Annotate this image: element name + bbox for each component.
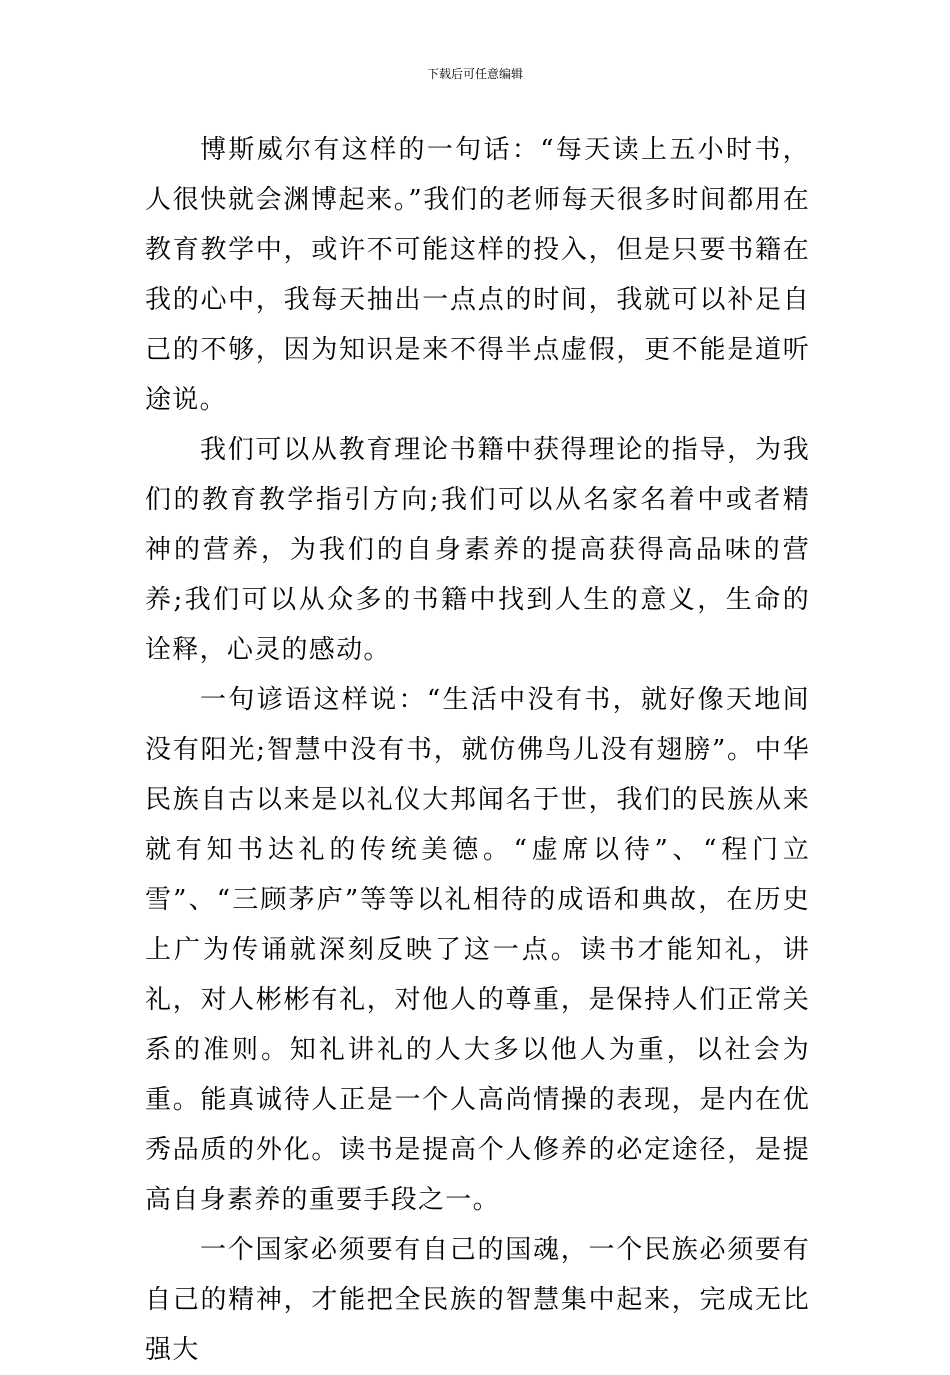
paragraph-2: 我们可以从教育理论书籍中获得理论的指导，为我们的教育教学指引方向;我们可以从名家名着中或者精神的营养，为我们的自身素养的提高获得高品味的营养;我们可以从众多的书籍中找到人生的意义，生命的诠释，心灵的感动。 [145, 435, 810, 665]
page-header: 下载后可任意编辑 [426, 67, 523, 81]
paragraph-1: 博斯威尔有这样的一句话：“每天读上五小时书，人很快就会渊博起来。”我们的老师每天很多时间都用在教育教学中，或许不可能这样的投入，但是只要书籍在我的心中，我每天抽出一点点的时间，我就可以补足自己的不够，因为知识是来不得半点虚假，更不能是道听途说。 [145, 135, 810, 415]
document-body [145, 125, 810, 1375]
paragraph-4: 一个国家必须要有自己的国魂，一个民族必须要有自己的精神，才能把全民族的智慧集中起来，完成无比强大 [145, 1235, 810, 1365]
paragraph-3: 一句谚语这样说：“生活中没有书，就好像天地间没有阳光;智慧中没有书，就仿佛鸟儿没有翅膀”。中华民族自古以来是以礼仪大邦闻名于世，我们的民族从来就有知书达礼的传统美德。“虚席以待”、“程门立雪”、“三顾茅庐”等等以礼相待的成语和典故，在历史上广为传诵就深刻反映了这一点。读书才能知礼，讲礼，对人彬彬有礼，对他人的尊重，是保持人们正常关系的准则。知礼讲礼的人大多以他人为重，以社会为重。能真诚待人正是一个人高尚情操的表现，是内在优秀品质的外化。读书是提高个人修养的必定途径，是提高自身素养的重要手段之一。 [145, 685, 810, 1215]
